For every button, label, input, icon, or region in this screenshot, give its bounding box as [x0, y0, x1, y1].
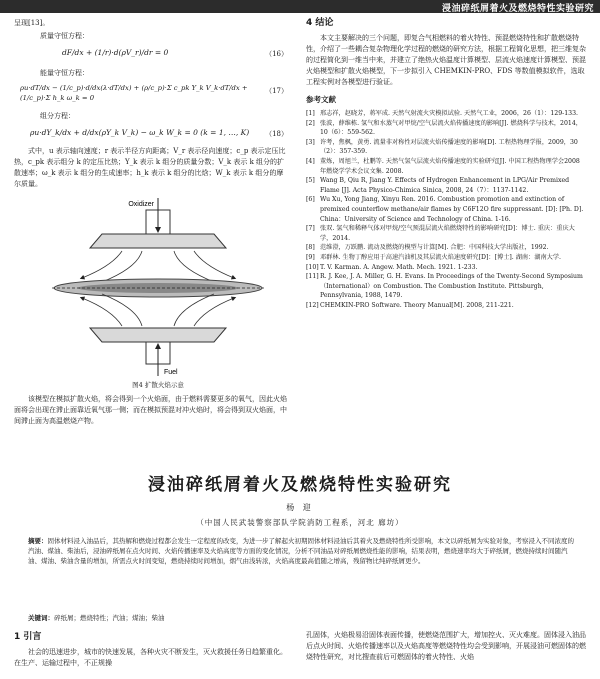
flame-sheet: [52, 279, 264, 297]
reference-item: [306, 109, 586, 119]
figure-4: [42, 196, 274, 389]
article-title: 浸油碎纸屑着火及燃烧特性实验研究: [148, 475, 452, 495]
figure-caption: 图4 扩散火焰示意: [132, 381, 184, 389]
reference-list: [306, 109, 586, 310]
reference-item: [306, 253, 586, 263]
article-author: 杨 迎: [286, 503, 314, 512]
reference-text: 邓群林. 生物丁醇应用于高速汽油机及其层流火焰速度研究[D]：[博士]. 湖南：湖南大学.: [320, 253, 562, 261]
symbol-definitions: 式中，u 表示轴向速度；r 表示半径方向距离；V_r 表示径向速度；c_p 表示定压比热，c_pk 表示组分 k 的定压比热；Y_k 表示 k 组分的质量分数；V_k 表示 k 组分的扩散速率；ω_k 表示 k 组分的生成速率；h_k 表示 k 组分的比焓；W_k 表示 k 组分的摩尔质量。: [14, 147, 286, 188]
intro-right-text: 孔固体，火焰极易沿固体表面传播，使燃烧范围扩大，增加控火、灭火难度。固体浸入油品后点火时间、火焰传播速率以及火焰高度等燃烧特性均会受到影响，开展浸油可燃固体的燃烧特性研究，对比搜查前后可燃固体的着火特性、火焰: [306, 631, 586, 661]
flow-lines-top: [82, 251, 234, 282]
reference-item: [306, 272, 586, 301]
running-title: 浸油碎纸屑着火及燃烧特性实验研究: [441, 4, 594, 14]
reference-text: T. V. Karman. A. Angew. Math. Mech. 1921. 1-233.: [320, 263, 478, 271]
reference-number: [3]: [306, 138, 315, 146]
reference-text: 范维澄，万跃鹏. 流动及燃烧的模型与计算[M]. 合肥：中国科技大学出版社，1992.: [320, 244, 549, 252]
eq17-number: （17）: [265, 87, 288, 95]
reference-text: Wu Xu, Yong Jiang, Xinyu Ren. 2016. Combustion promotion and extinction of premixed counterflow methane/air flames by C6F12O fire suppressant. [D]: [Ph. D]. China：University of Science and Technology of China. 1-16.: [320, 196, 584, 223]
reference-text: 董炼，周旭兰，杜鹏等. 天然气氢气层流火焰传播速度的实验研究[J]. 中国工程热物理学会2008年燃烧学学术会议文集. 2008.: [320, 157, 580, 175]
reference-item: [306, 243, 586, 253]
reference-number: [8]: [306, 244, 315, 252]
reference-number: [10]: [306, 263, 319, 271]
left-column: [14, 18, 290, 427]
eq18-number: （18）: [265, 130, 288, 138]
introduction-left: [14, 632, 290, 669]
keywords: [28, 613, 574, 622]
eq18-formula: ρu·dY_k/dx + d/dx(ρY_k V_k) − ω_k W_k = 0 (k = 1, …, K): [30, 128, 250, 137]
reference-number: [7]: [306, 225, 315, 233]
eq16-formula: dF/dx + (1/r)·d(ρV_r)/dr = 0: [62, 48, 169, 57]
reference-item: [306, 138, 586, 157]
references-heading: 参考文献: [306, 95, 336, 104]
reference-number: [1]: [306, 110, 315, 117]
lead-text: 呈现[13]。: [14, 19, 50, 27]
reference-text: CHEMKIN-PRO Software. Theory Manual[M]. 2008, 211-221.: [320, 301, 514, 309]
introduction-right: [306, 630, 586, 663]
reference-number: [9]: [306, 253, 315, 261]
keywords-label: 关键词：: [28, 614, 54, 622]
equation-18: [14, 122, 290, 146]
reference-number: [12]: [306, 301, 319, 309]
reference-item: [306, 157, 586, 176]
reference-text: 许考，焦枫，黄勇. 流量非对称性对层流火焰传播速度的影响[D]. 工程热物理学报，2009，30（2）：357-359.: [320, 138, 578, 156]
equation-16: [14, 42, 290, 66]
conclusion-text: 本文主要解决的三个问题，即复合气相燃料的着火特性、预混燃烧特性和扩散燃烧特性，介绍了一些耦合复杂物理化学过程的燃烧的研究方法，根据工程简化思想，把三维复杂的过程简化到一维当中来，并建立了绝热火焰温度计算模型、层流火焰速度计算模型、预混火焰模型和扩散火焰模型，下一步拟引入 CHEMKIN-PRO、FDS 等数值模拟软件，选取工程实例对各模型进行验证。: [306, 34, 586, 86]
right-column: [306, 18, 586, 310]
reference-item: [306, 224, 586, 243]
keywords-text: 碎纸屑；燃烧特性；汽油；煤油；柴油: [54, 614, 165, 622]
equation-17: [14, 79, 290, 109]
reference-number: [4]: [306, 157, 315, 165]
after-figure-text: 该模型在模拟扩散火焰，将会得到一个火焰面，由于燃料需要更多的氧气，因此火焰面将会出现在滞止面靠近氧气那一侧；而在模拟预混对冲火焰时，将会得到双火焰面，中间滞止面为高温燃烧产物。: [14, 395, 287, 425]
oxidizer-label: Oxidizer: [128, 201, 154, 208]
running-header: [0, 0, 600, 13]
diffusion-flame-diagram: [42, 196, 274, 378]
flow-lines-bottom: [82, 294, 234, 326]
abstract-text: 固体材料浸入油品后，其热解和燃烧过程都会发生一定程度的改变，为进一步了解起火初期固体材料浸油后其着火及燃烧特性所受影响，本文以碎纸屑为实验对象，考察浸入不同浓度的汽油、煤油、柴油后，浸油碎纸屑在点火时间、火焰传播速率及火焰高度等方面的变化情况，分析不同油品对碎纸屑燃烧性能的影响，结果表明，燃烧速率均大于碎纸屑，燃烧持续时间随汽油、煤油、柴油含量的增加，所需点火时间变短，燃烧持续时间增加，烟气由浅转浓，火焰高度最高值随之增高，残留物比纯碎纸屑更少。: [28, 537, 574, 565]
reference-text: 张双. 氢气和稀释气体对甲烷/空气预混层流火焰燃烧特性的影响研究[D]：博士. 重庆：重庆大学，2014.: [320, 225, 575, 242]
intro-text: 社会的迅速进步，城市的快速发展，各种火灾不断发生，灭火救援任务日趋繁重化。在生产、运输过程中，不正规操: [14, 648, 287, 667]
reference-number: [6]: [306, 196, 315, 204]
abstract-label: 摘要：: [28, 537, 48, 545]
reference-item: [306, 176, 586, 195]
reference-item: [306, 301, 586, 311]
eq16-number: （16）: [265, 50, 288, 58]
article-affiliation: （中国人民武装警察部队学院消防工程系，河北 廊坊）: [196, 518, 404, 527]
fuel-label: Fuel: [164, 369, 178, 376]
energy-label: 能量守恒方程：: [40, 69, 89, 77]
reference-number: [5]: [306, 177, 315, 185]
reference-number: [2]: [306, 119, 315, 127]
conclusion-heading: 4 结论: [306, 18, 334, 28]
reference-text: R. J. Kee, J. A. Miller, G. H. Evans. In Proceedings of the Twenty-Second Symposium（International）on Combustion. The Combustion Institute. Pittsburgh, Pennsylvania, 1988, 1479.: [320, 273, 583, 300]
reference-number: [11]: [306, 273, 319, 281]
reference-item: [306, 119, 586, 138]
intro-heading: 1 引言: [14, 632, 42, 642]
reference-text: Wang B, Qiu R, Jiang Y. Effects of Hydrogen Enhancement in LPG/Air Premixed Flame [J]. Acta Physico-Chimica Sinica, 2008, 24（7）：1137-1142.: [320, 177, 570, 194]
eq17-formula: ρu·dT/dx − (1/c_p)·d/dx(λ·dT/dx) + (ρ/c_p)·Σ c_pk Y_k V_k·dT/dx + (1/c_p)·Σ h_k ω_k = 0: [20, 84, 248, 102]
reference-item: [306, 195, 586, 224]
abstract: [28, 536, 574, 566]
reference-text: 张波，薛维栋. 氢气和水蒸气对甲烷/空气层流火焰传播速度的影响[J]. 燃烧科学与技术，2014，10（6）：559-562.: [320, 119, 582, 137]
reference-text: 邢志祥，赵晓芳，蒋军成. 天然气射流火灾模拟试验. 天然气工业，2006，26（1）：129-133.: [320, 110, 578, 117]
mass-label: 质量守恒方程：: [40, 32, 89, 40]
species-label: 组分方程：: [40, 112, 75, 120]
reference-item: [306, 263, 586, 273]
